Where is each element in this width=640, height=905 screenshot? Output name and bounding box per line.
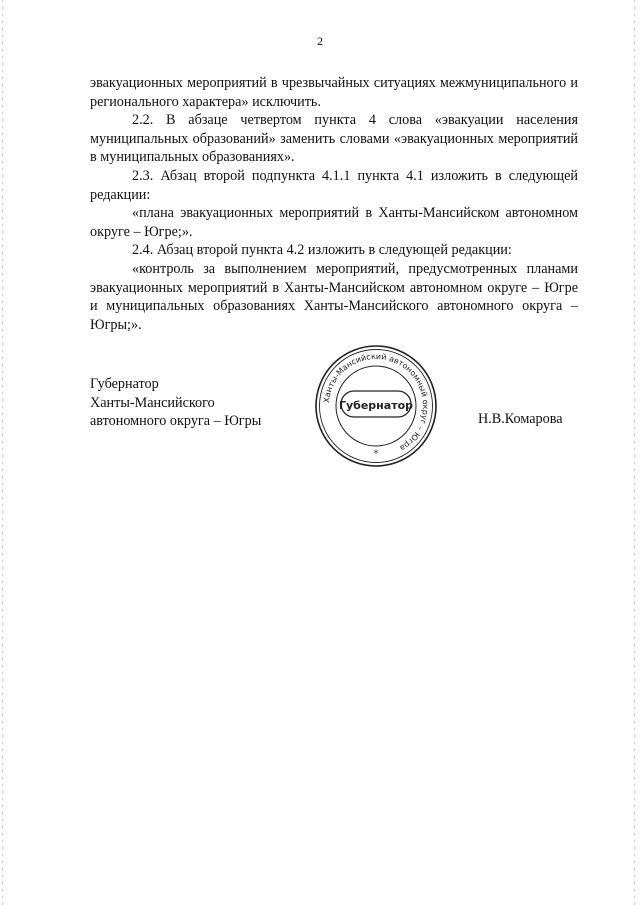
right-scan-edge xyxy=(634,0,635,905)
signatory-name: Н.В.Комарова xyxy=(478,411,563,427)
signatory-title-block xyxy=(90,375,261,431)
official-seal xyxy=(314,344,438,468)
paragraph-2-3: 2.3. Абзац второй подпункта 4.1.1 пункта 4.1 изложить в следующей редакции: xyxy=(90,167,578,203)
page-number: 2 xyxy=(317,34,323,48)
signatory-title-line-2: Ханты-Мансийского xyxy=(90,394,215,411)
paragraph-quote-4-2: «контроль за выполнением мероприятий, предусмотренных планами эвакуационных мероприятий в Ханты-Мансийском автономном округе – Югре и муниципальных образованиях Ханты-Мансийского автономного округа – Югры;». xyxy=(90,260,578,333)
signatory-title-line-3: автономного округа – Югры xyxy=(90,413,262,430)
seal-ring-text: Ханты-Мансийский автономный округ – Югра xyxy=(322,351,431,453)
seal-center-text: Губернатор xyxy=(338,399,414,412)
paragraph-2-2: 2.2. В абзаце четвертом пункта 4 слова «эвакуации населения муниципальных образований» заменить словами «эвакуационных мероприятий в муниципальных образованиях». xyxy=(90,112,578,166)
signatory-title-line-1: Губернатор xyxy=(90,376,159,392)
paragraph-quote-4-1-1: «плана эвакуационных мероприятий в Ханты-Мансийском автономном округе – Югре;». xyxy=(90,205,578,240)
document-body xyxy=(90,74,578,334)
paragraph-continuation: эвакуационных мероприятий в чрезвычайных ситуациях межмуниципального и регионального характера» исключить. xyxy=(90,75,578,110)
paragraph-2-4: 2.4. Абзац второй пункта 4.2 изложить в следующей редакции: xyxy=(132,242,512,259)
seal-star: * xyxy=(373,449,379,459)
left-scan-edge xyxy=(2,0,3,905)
